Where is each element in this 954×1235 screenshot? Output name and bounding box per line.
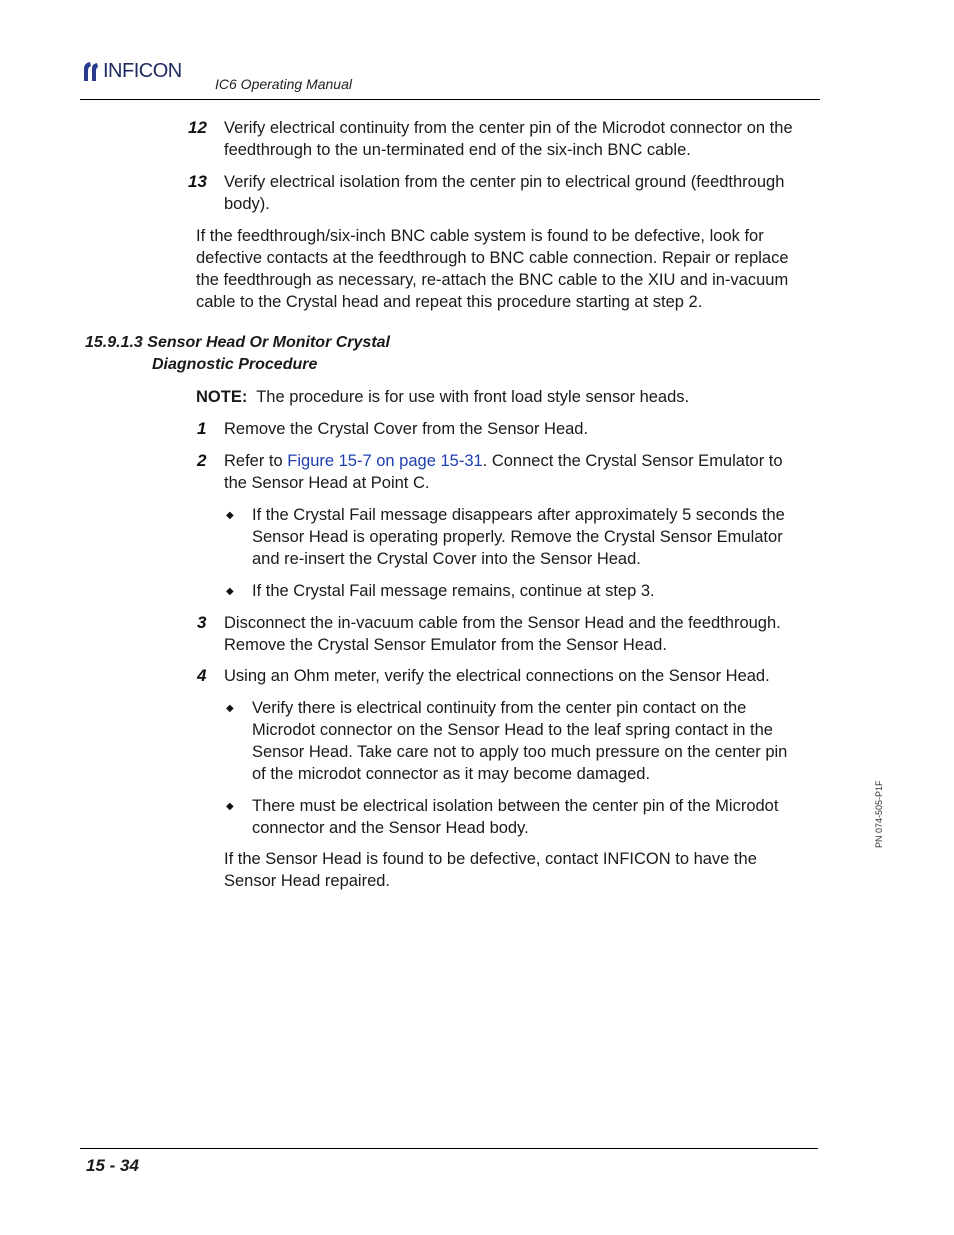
step-text bbox=[224, 171, 784, 215]
note bbox=[196, 386, 689, 408]
document-title: IC6 Operating Manual bbox=[215, 76, 352, 92]
bullet-text: If the Crystal Fail message remains, continue at step 3. bbox=[252, 582, 655, 600]
step-text: Using an Ohm meter, verify the electrical connections on the Sensor Head. bbox=[224, 667, 770, 685]
figure-link[interactable]: Figure 15-7 on page 15-31 bbox=[287, 452, 483, 470]
step-number: 12 bbox=[188, 118, 207, 137]
text-line: If the feedthrough/six-inch BNC cable system is found to be defective, look for bbox=[196, 227, 764, 245]
footer-rule bbox=[80, 1148, 818, 1149]
closing-paragraph bbox=[224, 848, 757, 892]
text-run: . Connect the Crystal Sensor Emulator to bbox=[482, 452, 783, 470]
text-line: Sensor Head is operating properly. Remove the Crystal Sensor Emulator bbox=[252, 528, 783, 546]
text-line: Sensor Head repaired. bbox=[224, 872, 391, 890]
text-line: Verify electrical isolation from the center pin to electrical ground (feedthrough bbox=[224, 173, 785, 191]
header-rule bbox=[80, 99, 820, 100]
diamond-bullet-icon: ◆ bbox=[226, 586, 234, 597]
text-line: cable to the Crystal head and repeat this procedure starting at step 2. bbox=[196, 293, 703, 311]
step-number: 3 bbox=[197, 613, 207, 632]
text-line: the Sensor Head at Point C. bbox=[224, 474, 430, 492]
bullet-text bbox=[252, 795, 778, 839]
page-number: 15 - 34 bbox=[86, 1156, 139, 1175]
text-line: Remove the Crystal Sensor Emulator from the Sensor Head. bbox=[224, 636, 667, 654]
text-line: If the Crystal Fail message disappears after approximately 5 seconds the bbox=[252, 506, 785, 524]
text-line: If the Sensor Head is found to be defective, contact INFICON to have the bbox=[224, 850, 757, 868]
text-line: Disconnect the in-vacuum cable from the Sensor Head and the feedthrough. bbox=[224, 614, 781, 632]
paragraph bbox=[196, 225, 789, 313]
note-label: NOTE: bbox=[196, 388, 248, 406]
text-line: Verify electrical continuity from the center pin of the Microdot connector on the bbox=[224, 119, 793, 137]
section-heading-line2: Diagnostic Procedure bbox=[152, 356, 318, 373]
diamond-bullet-icon: ◆ bbox=[226, 801, 234, 812]
bullet-text bbox=[252, 697, 787, 785]
diamond-bullet-icon: ◆ bbox=[226, 510, 234, 521]
text-line: Microdot connector on the Sensor Head to the leaf spring contact in the bbox=[252, 721, 773, 739]
step-number: 4 bbox=[197, 666, 207, 685]
step-text bbox=[224, 450, 783, 494]
part-number: PN 074-505-P1F bbox=[874, 780, 884, 848]
note-text: The procedure is for use with front load style sensor heads. bbox=[256, 388, 690, 406]
step-number: 13 bbox=[188, 172, 207, 191]
logo-text: INFICON bbox=[103, 59, 182, 82]
text-line: Sensor Head. Take care not to apply too much pressure on the center pin bbox=[252, 743, 788, 761]
text-line: connector and the Sensor Head body. bbox=[252, 819, 529, 837]
text-line: feedthrough to the un-terminated end of the six-inch BNC cable. bbox=[224, 141, 691, 159]
text-line: There must be electrical isolation between the center pin of the Microdot bbox=[252, 797, 779, 815]
step-number: 2 bbox=[197, 451, 207, 470]
text-line: body). bbox=[224, 195, 270, 213]
text-line: the feedthrough as necessary, re-attach the BNC cable to the XIU and in-vacuum bbox=[196, 271, 789, 289]
step-text bbox=[224, 117, 793, 161]
inficon-logo-icon bbox=[82, 60, 100, 82]
text-line: of the microdot connector as it may become damaged. bbox=[252, 765, 651, 783]
text-line: and re-insert the Crystal Cover into the Sensor Head. bbox=[252, 550, 641, 568]
section-heading: 15.9.1.3 Sensor Head Or Monitor Crystal bbox=[85, 334, 390, 351]
bullet-text bbox=[252, 504, 785, 570]
inficon-logo bbox=[82, 60, 182, 82]
step-text: Remove the Crystal Cover from the Sensor Head. bbox=[224, 420, 589, 438]
diamond-bullet-icon: ◆ bbox=[226, 703, 234, 714]
step-number: 1 bbox=[197, 419, 207, 438]
text-run: Refer to bbox=[224, 452, 288, 470]
text-line: defective contacts at the feedthrough to BNC cable connection. Repair or replace bbox=[196, 249, 789, 267]
step-text bbox=[224, 612, 781, 656]
text-line: Verify there is electrical continuity from the center pin contact on the bbox=[252, 699, 747, 717]
